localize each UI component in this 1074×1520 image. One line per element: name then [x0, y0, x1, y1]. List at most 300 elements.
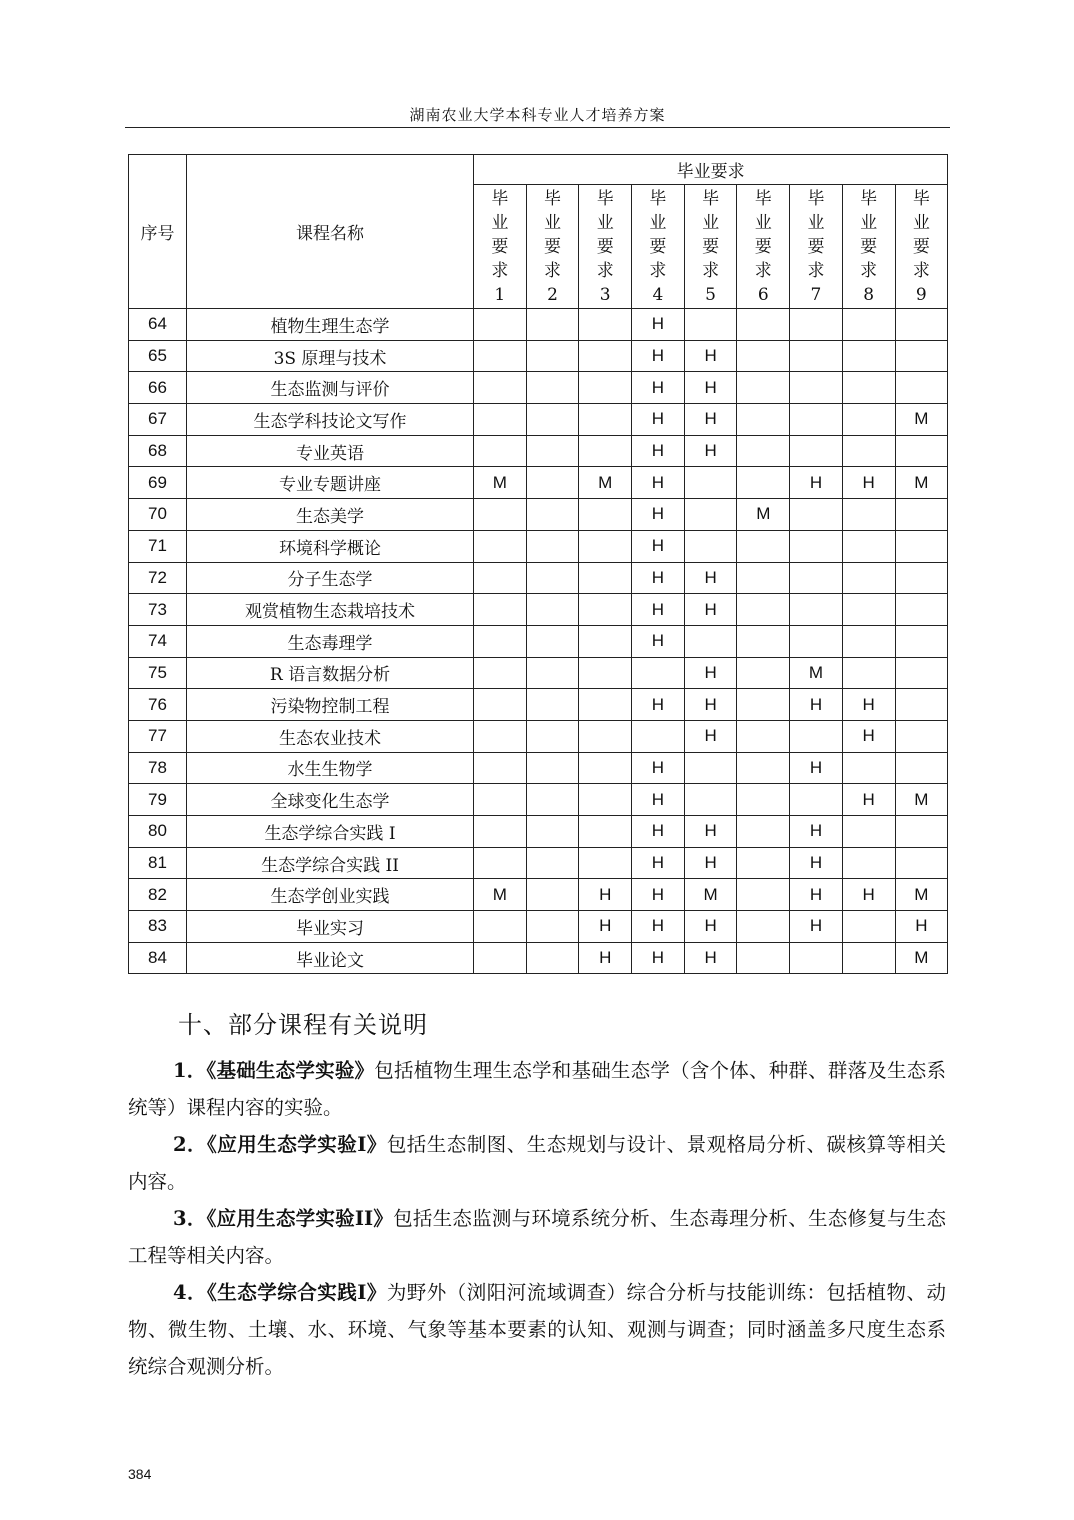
- req-header-char: 毕: [754, 188, 772, 209]
- requirement-mark: [474, 816, 527, 848]
- requirement-mark: H: [632, 562, 685, 594]
- course-name: 专业英语: [187, 435, 474, 467]
- req-header-char: 要: [754, 236, 772, 257]
- note-paragraph: [128, 1274, 946, 1385]
- requirement-mark: H: [790, 879, 843, 911]
- requirement-mark: H: [684, 404, 737, 436]
- requirement-mark: H: [684, 911, 737, 943]
- table-row: [129, 340, 948, 372]
- req-header-char: 业: [544, 212, 562, 233]
- requirement-mark: H: [684, 942, 737, 974]
- requirement-mark: [526, 372, 579, 404]
- row-number: 71: [129, 530, 187, 562]
- requirement-mark: [790, 499, 843, 531]
- requirement-mark: [737, 879, 790, 911]
- requirement-mark: [526, 847, 579, 879]
- requirement-mark: [526, 309, 579, 341]
- requirement-mark: [474, 911, 527, 943]
- requirement-mark: [842, 911, 895, 943]
- requirement-mark: [474, 752, 527, 784]
- requirement-mark: [474, 404, 527, 436]
- requirement-mark: [895, 594, 948, 626]
- requirement-mark: H: [684, 594, 737, 626]
- requirement-mark: H: [684, 847, 737, 879]
- requirement-mark: M: [895, 784, 948, 816]
- note-course-title: 《基础生态学实验》: [206, 1059, 375, 1082]
- requirement-mark: [579, 657, 632, 689]
- requirement-mark: H: [632, 625, 685, 657]
- row-number: 79: [129, 784, 187, 816]
- requirement-mark: H: [632, 530, 685, 562]
- course-name: 专业专题讲座: [187, 467, 474, 499]
- req-header-char: 求: [544, 260, 562, 281]
- course-name: 生态毒理学: [187, 625, 474, 657]
- note-number: 4．: [173, 1281, 208, 1304]
- requirement-mark: [737, 372, 790, 404]
- requirement-mark: [737, 435, 790, 467]
- req-header-char: 要: [649, 236, 667, 257]
- requirement-mark: [737, 594, 790, 626]
- requirement-mark: [790, 784, 843, 816]
- requirement-mark: [579, 689, 632, 721]
- table-row: [129, 816, 948, 848]
- requirement-mark: [842, 309, 895, 341]
- row-number: 84: [129, 942, 187, 974]
- requirement-mark: [790, 594, 843, 626]
- req-header-char: 业: [754, 212, 772, 233]
- requirement-mark: [526, 689, 579, 721]
- row-number: 80: [129, 816, 187, 848]
- requirement-mark: M: [474, 879, 527, 911]
- req-header-number: 2: [547, 284, 558, 305]
- requirement-mark: [684, 530, 737, 562]
- requirement-mark: H: [632, 309, 685, 341]
- requirement-mark: [684, 309, 737, 341]
- table-row: [129, 499, 948, 531]
- row-number: 69: [129, 467, 187, 499]
- requirement-mark: [737, 784, 790, 816]
- requirement-mark: [526, 435, 579, 467]
- requirement-mark: [895, 689, 948, 721]
- requirement-mark: [737, 911, 790, 943]
- note-course-title: 《生态学综合实践I》: [207, 1281, 387, 1304]
- requirement-mark: M: [895, 879, 948, 911]
- table-row: [129, 309, 948, 341]
- requirement-mark: [526, 625, 579, 657]
- requirement-mark: [737, 340, 790, 372]
- requirement-mark: [684, 752, 737, 784]
- requirement-mark: [684, 467, 737, 499]
- requirement-mark: H: [579, 942, 632, 974]
- row-number: 73: [129, 594, 187, 626]
- requirement-mark: H: [579, 879, 632, 911]
- table-row: [129, 847, 948, 879]
- requirement-mark: [526, 784, 579, 816]
- requirement-mark: H: [790, 816, 843, 848]
- requirement-mark: [737, 625, 790, 657]
- requirement-mark: [895, 435, 948, 467]
- row-number: 68: [129, 435, 187, 467]
- note-text: 为野外（浏阳河流域调查）综合分析与技能训练：包括植物、动物、微生物、土壤、水、环境、气象等基本要素的认知、观测与调查；同时涵盖多尺度生态系统综合观测分析。: [128, 1281, 946, 1378]
- requirement-mark: H: [842, 689, 895, 721]
- req-column-header-3: [579, 185, 632, 309]
- requirement-mark: [579, 340, 632, 372]
- requirement-mark: H: [684, 435, 737, 467]
- table-row: [129, 594, 948, 626]
- requirement-mark: [579, 404, 632, 436]
- row-number: 72: [129, 562, 187, 594]
- req-header-char: 要: [544, 236, 562, 257]
- requirement-mark: [895, 340, 948, 372]
- requirement-mark: [737, 942, 790, 974]
- req-header-char: 要: [807, 236, 825, 257]
- req-header-char: 要: [491, 236, 509, 257]
- requirement-mark: [842, 847, 895, 879]
- requirement-mark: H: [632, 784, 685, 816]
- requirement-mark: H: [684, 816, 737, 848]
- req-header-number: 3: [599, 284, 611, 305]
- note-text: 包括生态监测与环境系统分析、生态毒理分析、生态修复与生态工程等相关内容。: [128, 1207, 946, 1267]
- row-number: 70: [129, 499, 187, 531]
- note-paragraph: [128, 1052, 946, 1126]
- requirement-mark: [474, 530, 527, 562]
- requirement-mark: [579, 625, 632, 657]
- requirement-mark: [895, 499, 948, 531]
- requirement-mark: [737, 562, 790, 594]
- course-name: 生态学综合实践 II: [187, 847, 474, 879]
- req-header-char: 毕: [649, 188, 667, 209]
- section-title: 十、部分课程有关说明: [178, 1011, 428, 1039]
- requirement-mark: H: [632, 467, 685, 499]
- header-rule: [125, 127, 950, 128]
- requirement-mark: H: [632, 404, 685, 436]
- req-header-char: 求: [912, 260, 930, 281]
- requirement-mark: [895, 530, 948, 562]
- requirement-mark: M: [895, 467, 948, 499]
- course-name: 观赏植物生态栽培技术: [187, 594, 474, 626]
- req-header-char: 业: [649, 212, 667, 233]
- requirement-mark: [579, 816, 632, 848]
- requirement-mark: [526, 657, 579, 689]
- requirement-mark: H: [632, 499, 685, 531]
- course-name: 环境科学概论: [187, 530, 474, 562]
- requirement-mark: [474, 499, 527, 531]
- requirement-mark: [737, 657, 790, 689]
- note-text: 包括生态制图、生态规划与设计、景观格局分析、碳核算等相关内容。: [128, 1133, 946, 1193]
- course-name: 分子生态学: [187, 562, 474, 594]
- graduation-requirements-table: [128, 154, 948, 974]
- course-name: 生态学科技论文写作: [187, 404, 474, 436]
- requirements-group-header: 毕业要求: [474, 155, 948, 185]
- note-course-title: 《应用生态学实验II》: [206, 1207, 394, 1230]
- row-number: 74: [129, 625, 187, 657]
- requirement-mark: [684, 784, 737, 816]
- requirement-mark: [737, 689, 790, 721]
- requirement-mark: [895, 372, 948, 404]
- row-number: 75: [129, 657, 187, 689]
- requirement-mark: H: [684, 689, 737, 721]
- requirement-mark: [632, 657, 685, 689]
- requirement-mark: H: [790, 847, 843, 879]
- row-number: 83: [129, 911, 187, 943]
- requirement-mark: M: [684, 879, 737, 911]
- requirement-mark: H: [632, 911, 685, 943]
- req-header-char: 要: [860, 236, 878, 257]
- requirement-mark: [790, 942, 843, 974]
- course-header: 课程名称: [187, 155, 474, 309]
- requirement-mark: H: [895, 911, 948, 943]
- requirement-mark: [790, 435, 843, 467]
- requirement-mark: H: [632, 689, 685, 721]
- req-column-header-5: [684, 185, 737, 309]
- requirement-mark: [895, 720, 948, 752]
- req-header-number: 4: [652, 284, 664, 305]
- table-row: [129, 562, 948, 594]
- requirement-mark: [579, 594, 632, 626]
- table-row: [129, 689, 948, 721]
- table-row: [129, 942, 948, 974]
- table-row: [129, 404, 948, 436]
- req-column-header-9: [895, 185, 948, 309]
- requirement-mark: [842, 594, 895, 626]
- requirement-mark: M: [790, 657, 843, 689]
- requirement-mark: [526, 752, 579, 784]
- requirement-mark: H: [632, 879, 685, 911]
- requirement-mark: H: [632, 594, 685, 626]
- requirement-mark: [737, 816, 790, 848]
- requirement-mark: [474, 942, 527, 974]
- requirement-mark: H: [790, 689, 843, 721]
- req-header-char: 业: [491, 212, 509, 233]
- seq-header: 序号: [129, 155, 187, 309]
- table-row: [129, 530, 948, 562]
- requirement-mark: H: [684, 562, 737, 594]
- req-column-header-1: [474, 185, 527, 309]
- requirement-mark: H: [632, 435, 685, 467]
- requirement-mark: [684, 499, 737, 531]
- req-header-char: 业: [596, 212, 614, 233]
- table-row: [129, 625, 948, 657]
- note-number: 2．: [173, 1133, 208, 1156]
- requirement-mark: [474, 435, 527, 467]
- requirement-mark: H: [790, 467, 843, 499]
- course-name: 生态农业技术: [187, 720, 474, 752]
- req-header-char: 毕: [860, 188, 878, 209]
- note-paragraph: [128, 1200, 946, 1274]
- row-number: 76: [129, 689, 187, 721]
- requirement-mark: [474, 372, 527, 404]
- requirement-mark: [474, 784, 527, 816]
- course-name: 毕业论文: [187, 942, 474, 974]
- req-header-number: 7: [810, 284, 822, 305]
- course-name: 水生生物学: [187, 752, 474, 784]
- req-header-number: 8: [863, 284, 875, 305]
- row-number: 66: [129, 372, 187, 404]
- req-header-char: 毕: [702, 188, 720, 209]
- requirement-mark: [579, 562, 632, 594]
- requirement-mark: M: [737, 499, 790, 531]
- table-row: [129, 657, 948, 689]
- requirement-mark: [737, 847, 790, 879]
- requirement-mark: H: [790, 752, 843, 784]
- requirement-mark: H: [579, 911, 632, 943]
- requirement-mark: M: [895, 942, 948, 974]
- requirement-mark: [895, 309, 948, 341]
- req-header-char: 求: [807, 260, 825, 281]
- req-header-char: 求: [754, 260, 772, 281]
- course-name: 3S 原理与技术: [187, 340, 474, 372]
- requirement-mark: [895, 562, 948, 594]
- req-header-char: 求: [649, 260, 667, 281]
- requirement-mark: [579, 752, 632, 784]
- requirement-mark: [579, 499, 632, 531]
- requirement-mark: H: [632, 340, 685, 372]
- requirement-mark: H: [842, 879, 895, 911]
- page-number: 384: [128, 1466, 152, 1482]
- note-text: 包括植物生理生态学和基础生态学（含个体、种群、群落及生态系统等）课程内容的实验。: [128, 1059, 946, 1119]
- requirement-mark: [684, 625, 737, 657]
- running-header: 湖南农业大学本科专业人才培养方案: [409, 106, 666, 124]
- req-column-header-6: [737, 185, 790, 309]
- req-header-char: 毕: [807, 188, 825, 209]
- requirement-mark: H: [842, 467, 895, 499]
- requirement-mark: [895, 657, 948, 689]
- row-number: 67: [129, 404, 187, 436]
- requirement-mark: [842, 562, 895, 594]
- requirement-mark: [526, 942, 579, 974]
- req-header-number: 6: [757, 284, 769, 305]
- requirement-mark: [895, 847, 948, 879]
- req-column-header-4: [632, 185, 685, 309]
- requirement-mark: H: [684, 372, 737, 404]
- requirement-mark: [842, 372, 895, 404]
- req-header-char: 要: [912, 236, 930, 257]
- requirement-mark: [474, 562, 527, 594]
- requirement-mark: [579, 309, 632, 341]
- course-name: 毕业实习: [187, 911, 474, 943]
- requirement-mark: H: [684, 720, 737, 752]
- requirement-mark: [895, 625, 948, 657]
- row-number: 81: [129, 847, 187, 879]
- requirement-mark: [842, 625, 895, 657]
- req-header-char: 业: [860, 212, 878, 233]
- course-name: 污染物控制工程: [187, 689, 474, 721]
- row-number: 78: [129, 752, 187, 784]
- req-header-char: 业: [912, 212, 930, 233]
- requirement-mark: [737, 467, 790, 499]
- requirement-mark: [474, 657, 527, 689]
- requirement-mark: [895, 752, 948, 784]
- req-header-char: 求: [702, 260, 720, 281]
- req-header-char: 要: [702, 236, 720, 257]
- table-row: [129, 435, 948, 467]
- table-row: [129, 372, 948, 404]
- table-row: [129, 879, 948, 911]
- requirement-mark: H: [684, 657, 737, 689]
- requirement-mark: H: [632, 816, 685, 848]
- course-name: 全球变化生态学: [187, 784, 474, 816]
- course-notes: [128, 1052, 946, 1385]
- requirement-mark: [579, 784, 632, 816]
- req-column-header-8: [842, 185, 895, 309]
- req-header-char: 毕: [596, 188, 614, 209]
- course-name: 生态美学: [187, 499, 474, 531]
- requirement-mark: [790, 562, 843, 594]
- course-name: R 语言数据分析: [187, 657, 474, 689]
- requirement-mark: M: [474, 467, 527, 499]
- requirement-mark: [632, 720, 685, 752]
- requirement-mark: [737, 752, 790, 784]
- requirement-mark: M: [895, 404, 948, 436]
- table-row: [129, 784, 948, 816]
- course-name: 生态学创业实践: [187, 879, 474, 911]
- requirement-mark: M: [579, 467, 632, 499]
- requirement-mark: [526, 911, 579, 943]
- requirement-mark: [790, 340, 843, 372]
- req-header-number: 5: [705, 284, 716, 305]
- requirement-mark: [474, 309, 527, 341]
- requirement-mark: [526, 467, 579, 499]
- req-header-number: 9: [915, 284, 927, 305]
- req-header-char: 业: [702, 212, 720, 233]
- table-row: [129, 720, 948, 752]
- requirement-mark: [579, 530, 632, 562]
- requirement-mark: [474, 594, 527, 626]
- requirement-mark: H: [632, 847, 685, 879]
- requirement-mark: [579, 720, 632, 752]
- requirement-mark: H: [632, 752, 685, 784]
- requirement-mark: H: [632, 942, 685, 974]
- requirement-mark: H: [632, 372, 685, 404]
- note-paragraph: [128, 1126, 946, 1200]
- requirement-mark: [737, 530, 790, 562]
- requirement-mark: [790, 720, 843, 752]
- requirement-mark: [842, 657, 895, 689]
- course-name: 生态学综合实践 I: [187, 816, 474, 848]
- note-number: 3．: [173, 1207, 207, 1230]
- note-number: 1．: [173, 1059, 207, 1082]
- req-header-char: 毕: [912, 188, 930, 209]
- req-column-header-2: [526, 185, 579, 309]
- requirement-mark: [474, 340, 527, 372]
- requirement-mark: H: [684, 340, 737, 372]
- requirement-mark: [526, 404, 579, 436]
- row-number: 64: [129, 309, 187, 341]
- course-name: 植物生理生态学: [187, 309, 474, 341]
- requirement-mark: [579, 435, 632, 467]
- table-row: [129, 752, 948, 784]
- requirement-mark: [474, 689, 527, 721]
- requirement-mark: [790, 372, 843, 404]
- requirement-mark: [842, 752, 895, 784]
- requirement-mark: [842, 499, 895, 531]
- note-course-title: 《应用生态学实验I》: [207, 1133, 387, 1156]
- requirement-mark: H: [790, 911, 843, 943]
- req-header-char: 求: [596, 260, 614, 281]
- requirement-mark: [526, 499, 579, 531]
- requirement-mark: [474, 847, 527, 879]
- requirement-mark: [737, 309, 790, 341]
- requirement-mark: [474, 720, 527, 752]
- requirement-mark: [579, 847, 632, 879]
- requirement-mark: [895, 816, 948, 848]
- req-header-number: 1: [494, 284, 506, 305]
- req-header-char: 毕: [544, 188, 562, 209]
- req-header-char: 要: [596, 236, 614, 257]
- course-name: 生态监测与评价: [187, 372, 474, 404]
- req-header-char: 求: [860, 260, 878, 281]
- requirement-mark: [737, 404, 790, 436]
